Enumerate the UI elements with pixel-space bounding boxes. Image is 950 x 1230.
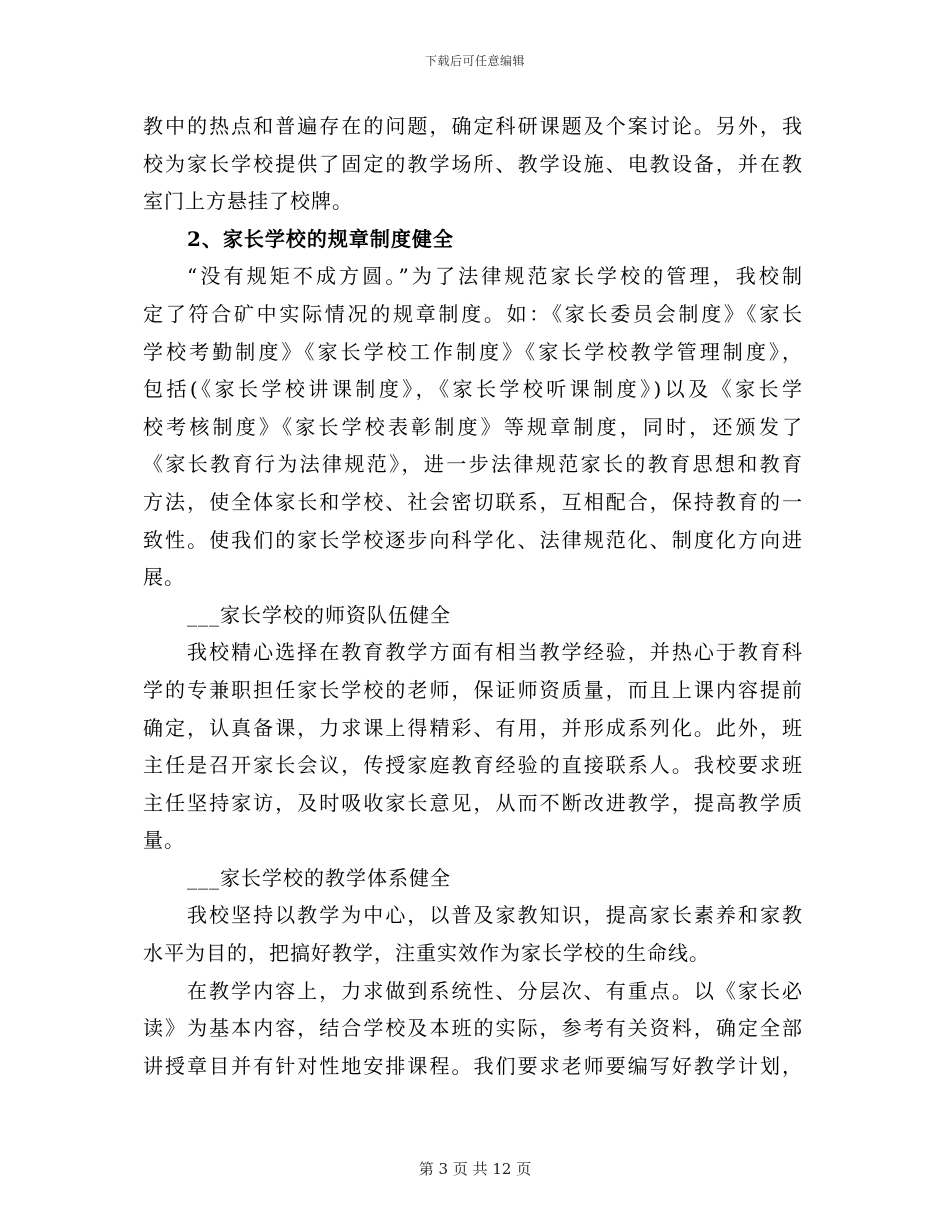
text-line: 校为家长学校提供了固定的教学场所、教学设施、电教设备，并在教 xyxy=(143,151,803,176)
text-line: 确定，认真备课，力求课上得精彩、有用，并形成系列化。此外，班 xyxy=(143,715,803,740)
text-line: 学校考勤制度》《家长学校工作制度》《家长学校教学管理制度》， xyxy=(143,339,803,364)
text-line: “没有规矩不成方圆。”为了法律规范家长学校的管理，我校制 xyxy=(187,264,803,289)
text-line: 定了符合矿中实际情况的规章制度。如：《家长委员会制度》《家长 xyxy=(143,301,803,326)
text-line: 量。 xyxy=(143,828,185,853)
text-line: 水平为目的，把搞好教学，注重实效作为家长学校的生命线。 xyxy=(143,941,710,966)
text-line: 主任坚持家访，及时吸收家长意见，从而不断改进教学，提高教学质 xyxy=(143,790,803,815)
text-line: 我校坚持以教学为中心，以普及家教知识，提高家长素养和家教 xyxy=(187,903,803,928)
text-line: 《家长教育行为法律规范》，进一步法律规范家长的教育思想和教育 xyxy=(143,452,803,477)
text-line: 展。 xyxy=(143,565,185,590)
text-line: 讲授章目并有针对性地安排课程。我们要求老师要编写好教学计划， xyxy=(143,1053,803,1078)
section-heading: 2、家长学校的规章制度健全 xyxy=(187,226,454,251)
text-line: 室门上方悬挂了校牌。 xyxy=(143,189,353,214)
text-line: 致性。使我们的家长学校逐步向科学化、法律规范化、制度化方向进 xyxy=(143,527,803,552)
text-line: 主任是召开家长会议，传授家庭教育经验的直接联系人。我校要求班 xyxy=(143,753,803,778)
text-line: 读》为基本内容，结合学校及本班的实际，参考有关资料，确定全部 xyxy=(143,1016,803,1041)
text-line: 教中的热点和普遍存在的问题，确定科研课题及个案讨论。另外，我 xyxy=(143,114,803,138)
page-number: 第 3 页 共 12 页 xyxy=(418,1160,532,1178)
text-line: 校考核制度》《家长学校表彰制度》等规章制度，同时，还颁发了 xyxy=(143,414,803,439)
text-line: 包括(《家长学校讲课制度》，《家长学校听课制度》)以及《家长学 xyxy=(143,377,803,402)
section-heading: ___家长学校的师资队伍健全 xyxy=(187,602,451,627)
text-line: 我校精心选择在教育教学方面有相当教学经验，并热心于教育科 xyxy=(187,640,803,665)
section-heading: ___家长学校的教学体系健全 xyxy=(187,865,451,890)
text-line: 在教学内容上，力求做到系统性、分层次、有重点。以《家长必 xyxy=(187,978,803,1003)
text-line: 学的专兼职担任家长学校的老师，保证师资质量，而且上课内容提前 xyxy=(143,677,803,702)
text-line: 方法，使全体家长和学校、社会密切联系，互相配合，保持教育的一 xyxy=(143,489,803,514)
page-header: 下载后可任意编辑 xyxy=(424,54,525,68)
document-body xyxy=(143,108,803,1085)
